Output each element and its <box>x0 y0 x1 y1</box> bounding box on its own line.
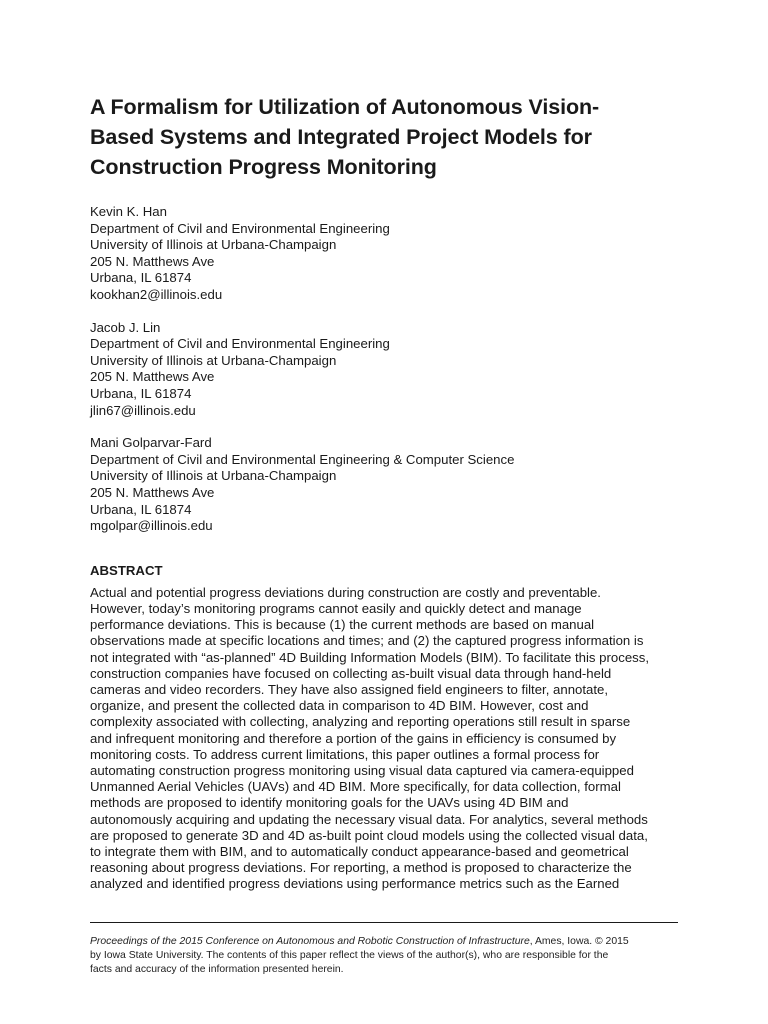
abstract-line: construction companies have focused on collecting as-built visual data through hand-held <box>90 665 612 681</box>
author-street: 205 N. Matthews Ave <box>90 484 215 500</box>
abstract-line: However, today’s monitoring programs cannot easily and quickly detect and manage <box>90 600 582 616</box>
abstract-line: Unmanned Aerial Vehicles (UAVs) and 4D BIM. More specifically, for data collection, formal <box>90 779 621 795</box>
footnote-location: , Ames, Iowa. © 2015 <box>529 936 629 947</box>
author-email: kookhan2@illinois.edu <box>90 286 223 302</box>
abstract-line: monitoring costs. To address current limitations, this paper outlines a formal process for <box>90 746 600 762</box>
author-street: 205 N. Matthews Ave <box>90 369 215 385</box>
abstract-line: not integrated with “as-planned” 4D Building Information Models (BIM). To facilitate this process, <box>90 649 650 665</box>
author-university: University of Illinois at Urbana-Champaign <box>90 352 337 368</box>
author-block-3 <box>90 435 682 535</box>
abstract-line: autonomously acquiring and updating the necessary visual data. For analytics, several methods <box>90 811 648 827</box>
author-city: Urbana, IL 61874 <box>90 270 192 286</box>
author-city: Urbana, IL 61874 <box>90 501 192 517</box>
author-department: Department of Civil and Environmental Engineering & Computer Science <box>90 451 515 467</box>
author-email: jlin67@illinois.edu <box>90 402 196 418</box>
abstract-line: organize, and present the collected data in comparison to 4D BIM. However, cost and <box>90 698 589 714</box>
author-department: Department of Civil and Environmental Engineering <box>90 336 390 352</box>
abstract-line: observations made at specific locations and times; and (2) the captured progress information is <box>90 633 644 649</box>
abstract-line: performance deviations. This is because (1) the current methods are based on manual <box>90 617 595 633</box>
abstract-line: methods are proposed to identify monitoring goals for the UAVs using 4D BIM and <box>90 795 569 811</box>
abstract-line: reasoning about progress deviations. For reporting, a method is proposed to characterize the <box>90 860 632 876</box>
footnote-divider <box>90 922 678 923</box>
footnote-proceedings: Proceedings of the 2015 Conference on Autonomous and Robotic Construction of Infrastructure <box>90 936 530 947</box>
abstract-line: and infrequent monitoring and therefore a portion of the gains in efficiency is consumed by <box>90 730 617 746</box>
author-name: Mani Golparvar-Fard <box>90 435 212 451</box>
paper-title <box>90 92 682 182</box>
author-email: mgolpar@illinois.edu <box>90 518 213 534</box>
author-name: Kevin K. Han <box>90 204 167 219</box>
paper-page <box>90 92 682 893</box>
author-block-1 <box>90 204 682 304</box>
author-block-2 <box>90 320 682 420</box>
abstract-line: Actual and potential progress deviations during construction are costly and preventable. <box>90 584 601 600</box>
footnote-line-1 <box>90 935 690 949</box>
abstract-heading: ABSTRACT <box>90 562 163 578</box>
abstract-line: to integrate them with BIM, and to automatically conduct appearance-based and geometrical <box>90 843 629 859</box>
abstract-line: complexity associated with collecting, analyzing and reporting operations still result in sparse <box>90 714 631 730</box>
abstract-line: automating construction progress monitoring using visual data captured via camera-equipped <box>90 762 634 778</box>
author-university: University of Illinois at Urbana-Champaign <box>90 237 337 253</box>
title-line: Construction Progress Monitoring <box>90 155 437 179</box>
author-university: University of Illinois at Urbana-Champaign <box>90 468 337 484</box>
footnote-line-3: facts and accuracy of the information presented herein. <box>90 964 344 975</box>
author-street: 205 N. Matthews Ave <box>90 253 215 269</box>
title-line: Based Systems and Integrated Project Models for <box>90 125 592 149</box>
title-line: A Formalism for Utilization of Autonomous Vision- <box>90 95 600 119</box>
author-name: Jacob J. Lin <box>90 319 161 335</box>
abstract-line: analyzed and identified progress deviations using performance metrics such as the Earned <box>90 876 620 892</box>
footnote-line-2: by Iowa State University. The contents of this paper reflect the views of the author(s), who are responsible for the <box>90 950 609 961</box>
abstract-body <box>90 585 682 893</box>
author-city: Urbana, IL 61874 <box>90 385 192 401</box>
abstract-line: cameras and video recorders. They have also assigned field engineers to filter, annotate, <box>90 681 609 697</box>
author-department: Department of Civil and Environmental Engineering <box>90 220 390 236</box>
footnote <box>90 935 690 977</box>
abstract-line: are proposed to generate 3D and 4D as-built point cloud models using the collected visual data, <box>90 827 648 843</box>
